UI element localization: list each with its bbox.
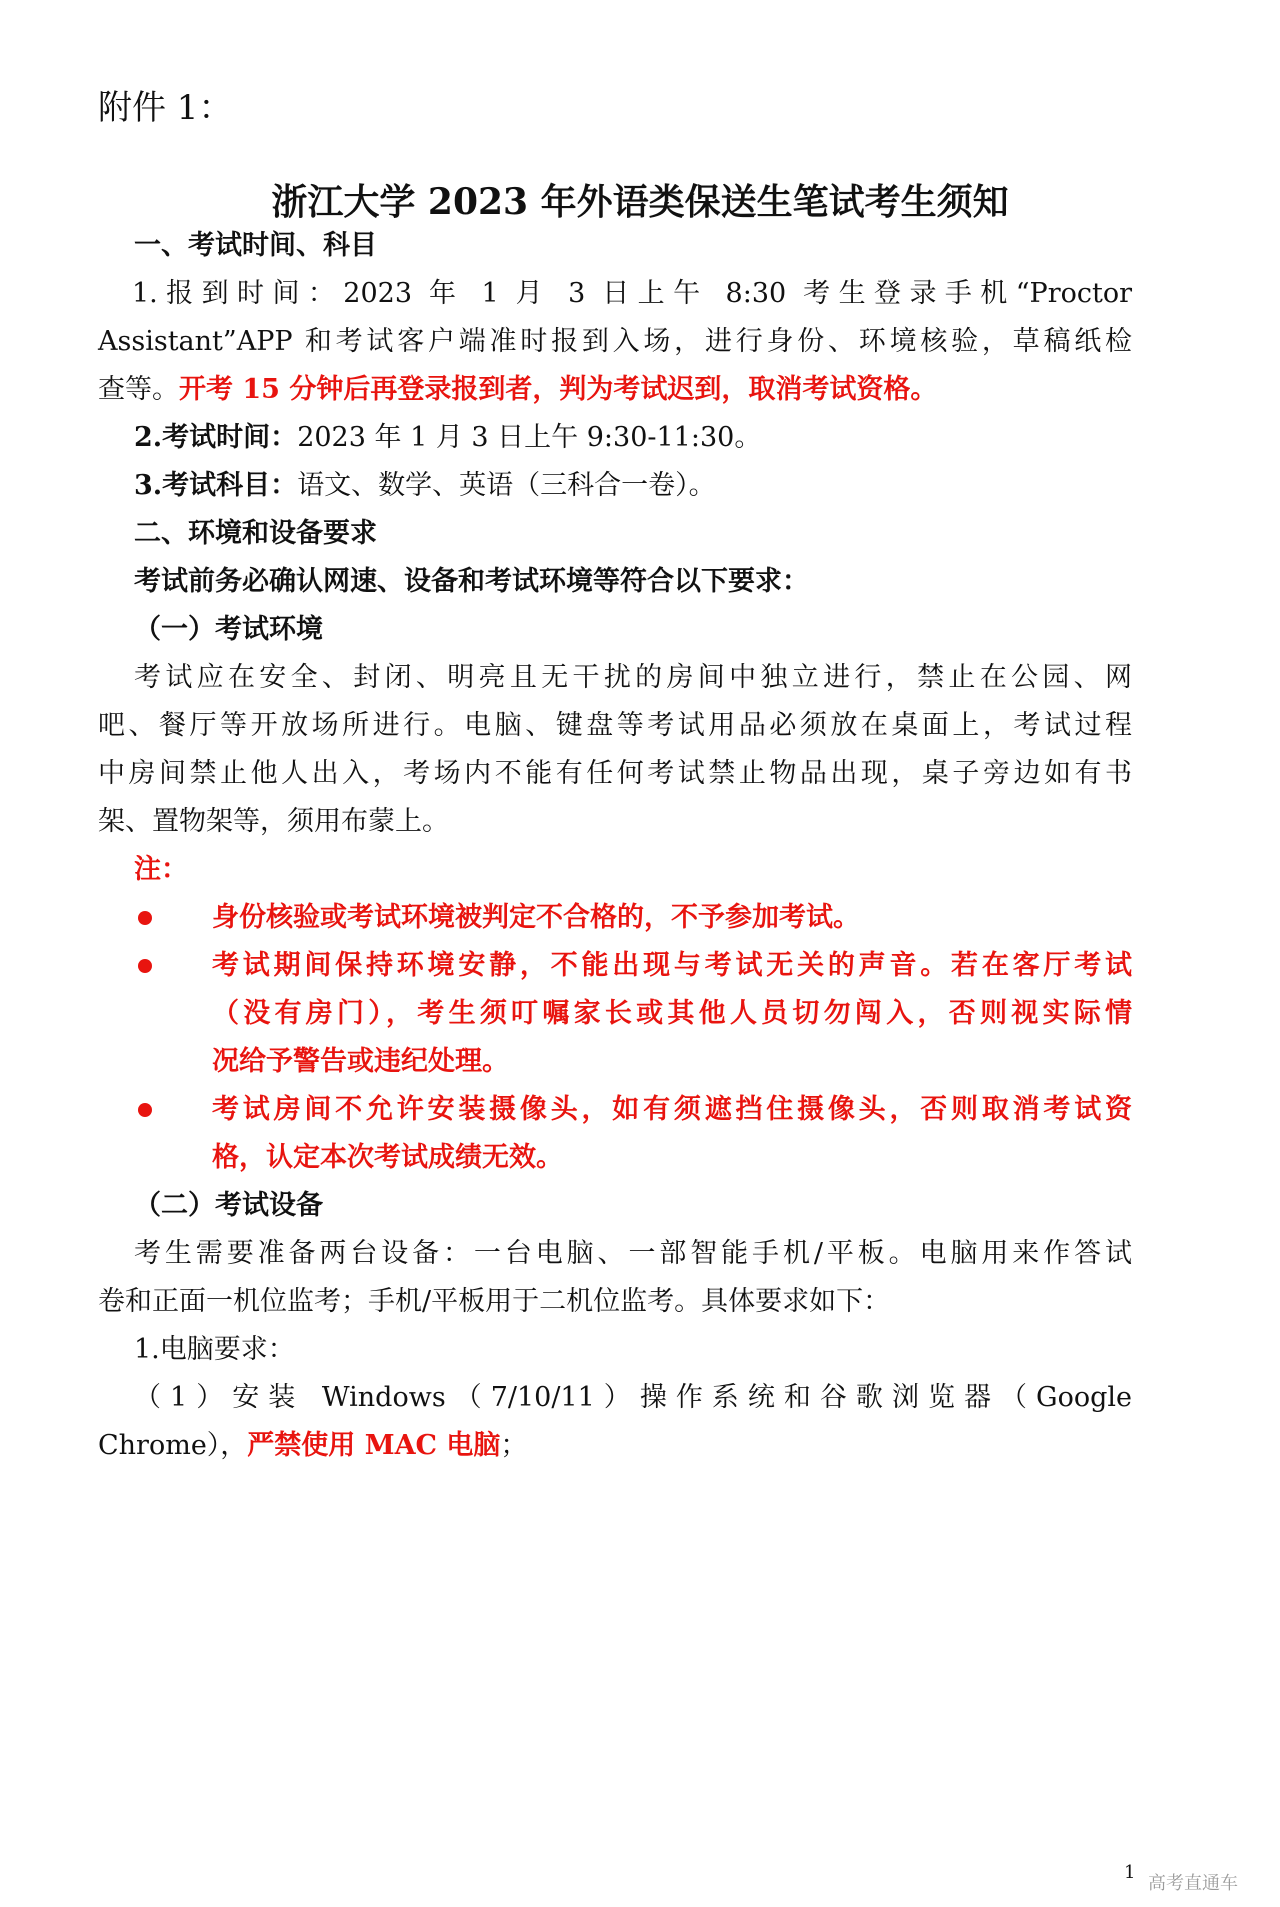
env-line-3: 中房间禁止他人出入，考场内不能有任何考试禁止物品出现，桌子旁边如有书 [98,758,1132,789]
pc-req-1-line-2 [98,1426,527,1466]
page-number: 1 [1124,1862,1136,1883]
bullet-2-line-3: 况给予警告或违纪处理。 [212,1046,509,1077]
note-label: 注： [134,854,188,885]
annex-label: 附件 1： [98,88,233,128]
bullet-dot-2 [138,959,152,973]
item-1-text-3a: 查等。 [98,374,179,405]
item-1-line-1 [98,274,1132,314]
env-line-1 [98,658,1132,698]
bullet-3-line-2: 格，认定本次考试成绩无效。 [212,1142,563,1173]
device-line-1 [98,1234,1132,1274]
no-mac-warning: 严禁使用 MAC 电脑 [247,1430,501,1461]
bullet-2-line-2: （没有房门），考生须叮嘱家长或其他人员切勿闯入，否则视实际情 [212,998,1132,1029]
pc-req-1-text-2a: Chrome）， [98,1430,248,1461]
device-text-1: 考生需要准备两台设备：一台电脑、一部智能手机/平板。电脑用来作答试 [134,1238,1132,1269]
item-3-text: 语文、数学、英语（三科合一卷）。 [297,470,716,501]
env-line-2: 吧、餐厅等开放场所进行。电脑、键盘等考试用品必须放在桌面上，考试过程 [98,710,1132,741]
bullet-dot-1 [138,911,152,925]
bullet-dot-3 [138,1103,152,1117]
subsection-devices: （二）考试设备 [134,1190,323,1221]
bullet-3-line-1: 考试房间不允许安装摄像头，如有须遮挡住摄像头，否则取消考试资 [212,1094,1132,1125]
item-2 [134,418,761,458]
pc-req-1-text-2c: ； [500,1430,528,1461]
pc-requirements-label: 1.电脑要求： [134,1334,295,1365]
bullet-1: 身份核验或考试环境被判定不合格的，不予参加考试。 [212,902,860,933]
watermark: 高考直通车 [1148,1873,1238,1894]
env-line-4: 架、置物架等，须用布蒙上。 [98,806,449,837]
item-1-line-2: Assistant”APP 和考试客户端准时报到入场，进行身份、环境核验，草稿纸检 [98,326,1132,357]
item-3-label: 3.考试科目： [134,470,298,501]
section-2-intro: 考试前务必确认网速、设备和考试环境等符合以下要求： [134,566,809,597]
section-1-heading: 一、考试时间、科目 [134,230,377,261]
section-2-heading: 二、环境和设备要求 [134,518,377,549]
item-1-line-3 [98,370,937,410]
device-line-2: 卷和正面一机位监考；手机/平板用于二机位监考。具体要求如下： [98,1286,891,1317]
late-warning: 开考 15 分钟后再登录报到者，判为考试迟到，取消考试资格。 [179,374,938,405]
item-2-text: 2023 年 1 月 3 日上午 9:30-11:30。 [297,422,762,453]
item-1-text-1: 1.报到时间：2023 年 1 月 3 日上午 8:30 考生登录手机“Proctor [132,278,1132,309]
page-title: 浙江大学 2023 年外语类保送生笔试考生须知 [271,181,1009,223]
item-3 [134,466,716,506]
pc-req-1-line-1 [98,1378,1132,1418]
pc-req-1-text-1: （1）安装 Windows（7/10/11）操作系统和谷歌浏览器（Google [134,1382,1132,1413]
bullet-2-line-1: 考试期间保持环境安静，不能出现与考试无关的声音。若在客厅考试 [212,950,1132,981]
subsection-environment: （一）考试环境 [134,614,323,645]
item-2-label: 2.考试时间： [134,422,298,453]
env-text-1: 考试应在安全、封闭、明亮且无干扰的房间中独立进行，禁止在公园、网 [134,662,1132,693]
